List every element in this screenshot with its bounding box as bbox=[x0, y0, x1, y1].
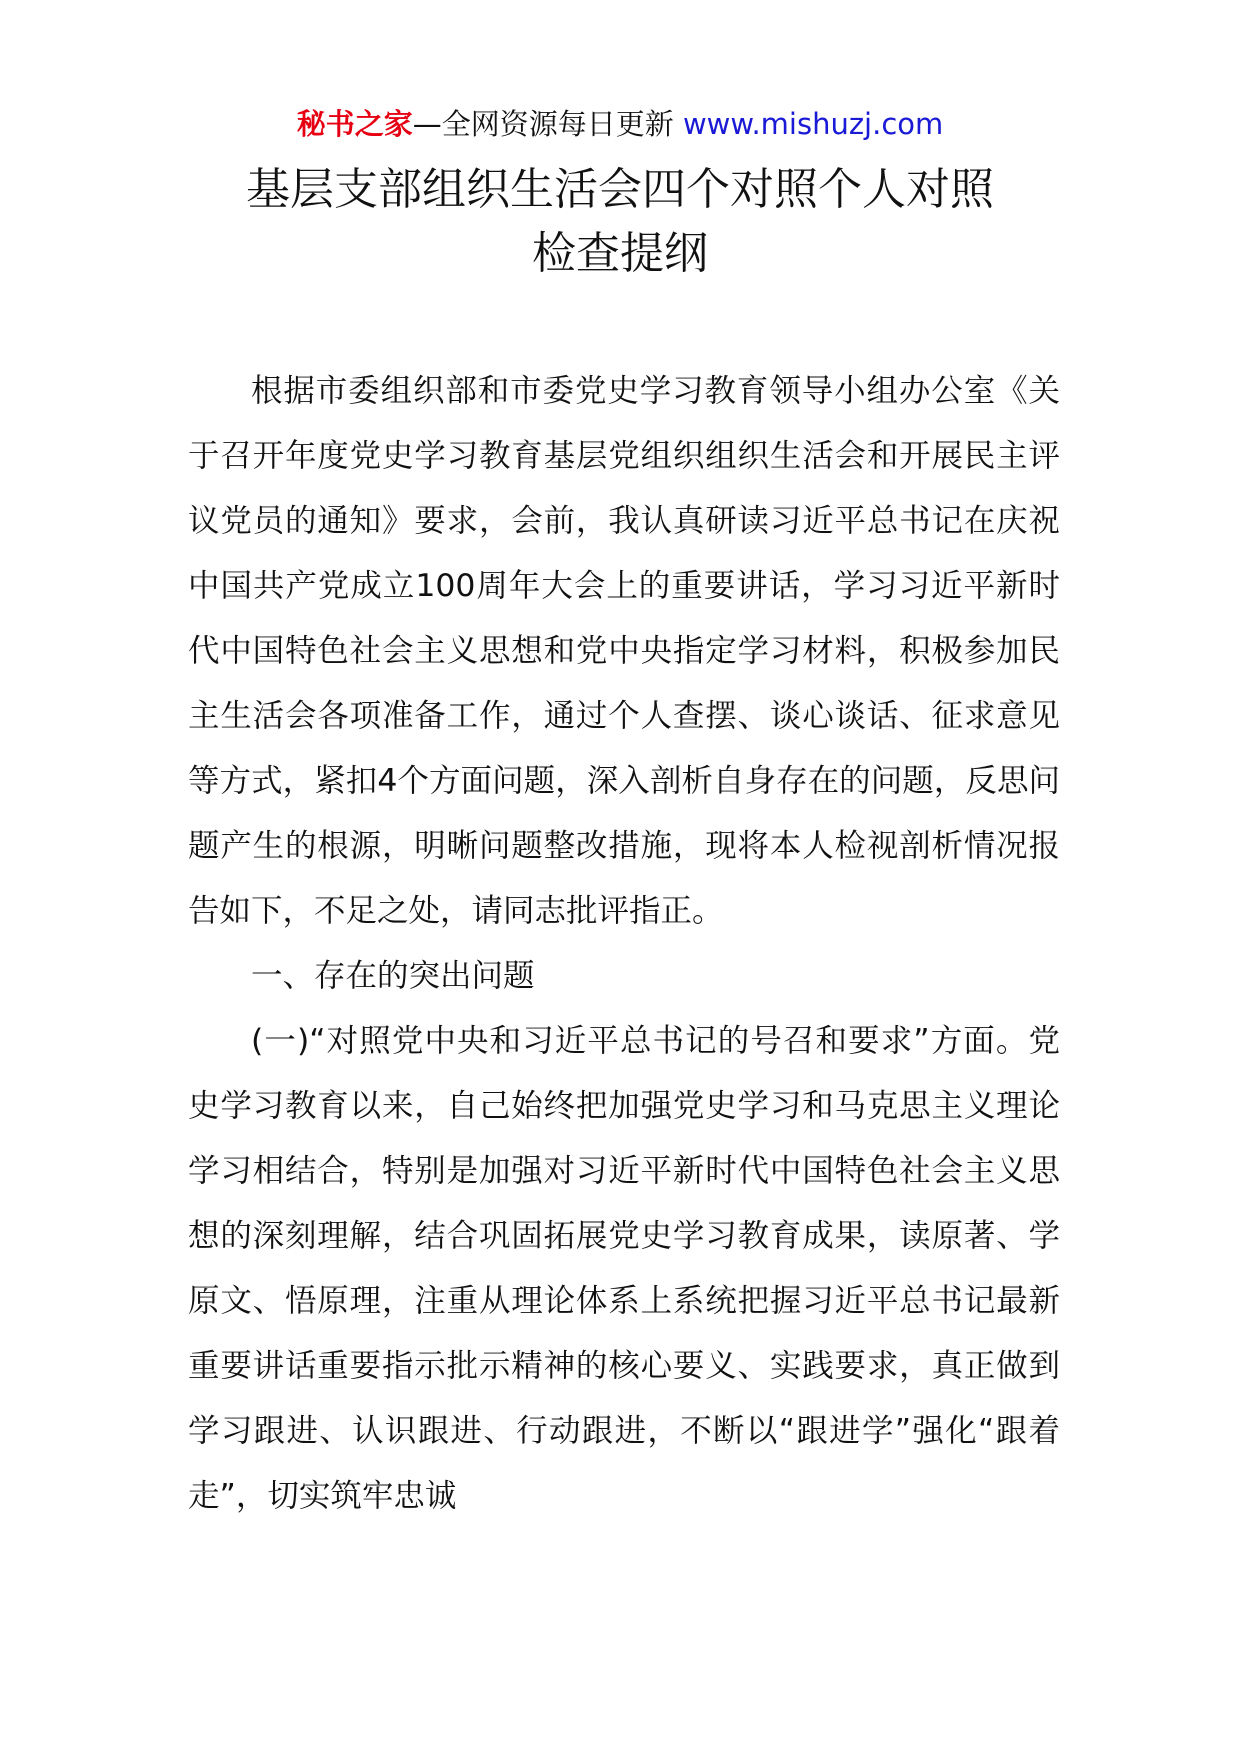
title-line-2: 检查提纲 bbox=[532, 228, 708, 279]
document-body bbox=[188, 359, 1060, 1529]
intro-paragraph: 根据市委组织部和市委党史学习教育领导小组办公室《关于召开年度党史学习教育基层党组织组织生活会和开展民主评议党员的通知》要求，会前，我认真研读习近平总书记在庆祝中国共产党成立100周年大会上的重要讲话，学习习近平新时代中国特色社会主义思想和党中央指定学习材料，积极参加民主生活会各项准备工作，通过个人查摆、谈心谈话、征求意见等方式，紧扣4个方面问题，深入剖析自身存在的问题，反思问题产生的根源，明晰问题整改措施，现将本人检视剖析情况报告如下，不足之处，请同志批评指正。 bbox=[188, 373, 1060, 929]
brand-name: 秘书之家 bbox=[296, 107, 413, 141]
site-url-link[interactable]: www.mishuzj.com bbox=[682, 107, 944, 141]
section-paragraph: (一)“对照党中央和习近平总书记的号召和要求”方面。党史学习教育以来，自己始终把加强党史学习和马克思主义理论学习相结合，特别是加强对习近平新时代中国特色社会主义思想的深刻理解，结合巩固拓展党史学习教育成果，读原著、学原文、悟原理，注重从理论体系上系统把握习近平总书记最新重要讲话重要指示批示精神的核心要义、实践要求，真正做到学习跟进、认识跟进、行动跟进，不断以“跟进学”强化“跟着走”，切实筑牢忠诚 bbox=[188, 1023, 1060, 1514]
document-title bbox=[100, 158, 1140, 286]
site-header bbox=[0, 100, 1240, 148]
title-line-1: 基层支部组织生活会四个对照个人对照 bbox=[246, 164, 994, 215]
header-tagline: —全网资源每日更新 bbox=[412, 107, 674, 141]
section-heading: 一、存在的突出问题 bbox=[251, 958, 535, 994]
